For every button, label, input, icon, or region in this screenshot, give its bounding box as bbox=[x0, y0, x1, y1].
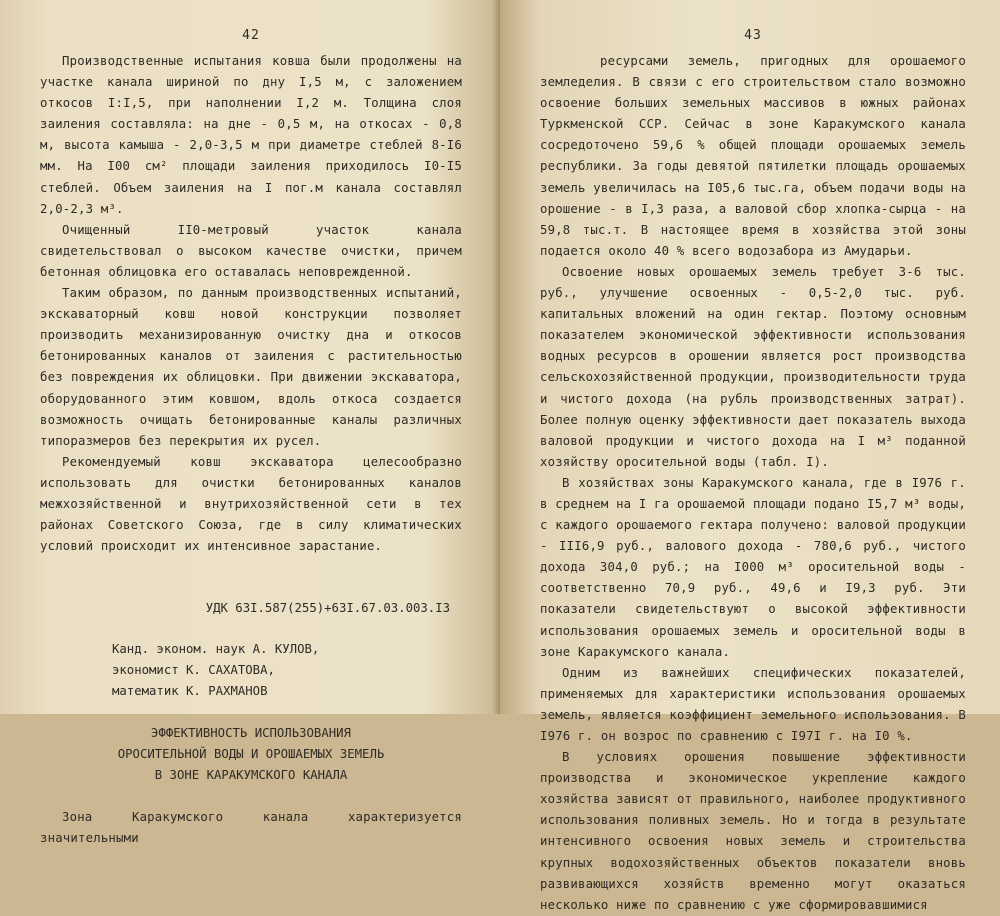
page-number-right: 43 bbox=[744, 28, 762, 43]
paragraph: Таким образом, по данным производственных испытаний, экскаваторный ковш новой конструкции позволяет производить механизированную очистку дна и откосов бетонированных каналов от заиления с растительностью без повреждения их облицовки. При движении экскаватора, оборудованного этим ковшом, вдоль откоса создается возможность очищать бетонированные каналы различных типоразмеров без перекрытия их русел. bbox=[40, 286, 462, 448]
paragraph: Очищенный II0-метровый участок канала свидетельствовал о высоком качестве очистки, причем бетонная облицовка его оставалась неповрежденной. bbox=[40, 222, 462, 279]
left-page bbox=[0, 0, 500, 846]
article-title bbox=[40, 723, 462, 786]
authors bbox=[40, 639, 462, 702]
author-line: экономист К. САХАТОВА, bbox=[112, 663, 275, 678]
paragraph: Производственные испытания ковша были продолжены на участке канала шириной по дну I,5 м, с заложением откосов I:I,5, при наполнении I,2 м. Толщина слоя заиления составляла: на дне - 0,5 м, на откосах - 0,8 м, высота камыша - 2,0-3,5 м при диаметре стеблей 8-I6 мм. На I00 см² площади заиления приходилось I0-I5 стеблей. Объем заиления на I пог.м канала составлял 2,0-2,3 м³. bbox=[40, 54, 462, 216]
paragraph: В хозяйствах зоны Каракумского канала, где в I976 г. в среднем на I га орошаемой площади подано I5,7 м³ воды, с каждого орошаемого гектара получено: валовой продукции - III6,9 руб., валового дохода - 780,6 руб., чистого дохода 304,0 руб.; на I000 м³ оросительной воды - соответственно 70,9 руб., 49,6 и I9,3 руб. Эти показатели свидетельствуют о высокой эффективности использования орошаемых земель и оросительной воды в зоне Каракумского канала. bbox=[540, 475, 966, 659]
paragraph: Зона Каракумского канала характеризуется значительными bbox=[40, 810, 462, 846]
udk-code: УДК 63I.587(255)+63I.67.03.003.I3 bbox=[205, 601, 450, 616]
right-page bbox=[500, 0, 1000, 912]
title-line: В ЗОНЕ КАРАКУМСКОГО КАНАЛА bbox=[154, 768, 348, 783]
page-number-left: 42 bbox=[242, 28, 260, 43]
author-line: Канд. эконом. наук А. КУЛОВ, bbox=[112, 642, 320, 657]
paragraph: Освоение новых орошаемых земель требует 3-6 тыс. руб., улучшение освоенных - 0,5-2,0 тыс. руб. капитальных вложений на один гектар. Поэтому основным показателем экономической эффективности использования водных ресурсов в орошении является рост производства сельскохозяйственной продукции, производительности труда и чистого дохода (на рубль производственных затрат). Более полную оценку эффективности дает показатель выхода валовой продукции и чистого дохода на I м³ поданной хозяйству оросительной воды (табл. I). bbox=[540, 264, 966, 469]
paragraph: В условиях орошения повышение эффективности производства и экономическое укрепление каждого хозяйства зависят от правильного, наиболее продуктивного использования поливных земель. Но и тогда в результате интенсивного освоения новых земель и строительства крупных водохозяйственных объектов показатели вновь развивающихся хозяйств временно могут оказаться несколько ниже по сравнению с уже сформировавшимися bbox=[540, 750, 966, 912]
paragraph: Одним из важнейших специфических показателей, применяемых для характеристики использования орошаемых земель, является коэффициент земельного использования. В I976 г. он возрос по сравнению с I97I г. на I0 %. bbox=[540, 665, 966, 743]
paragraph: Рекомендуемый ковш экскаватора целесообразно использовать для очистки бетонированных каналов межхозяйственной и внутрихозяйственной сети в тех районах Советского Союза, где в силу климатических условий происходит их интенсивное зарастание. bbox=[40, 454, 462, 554]
paragraph: ресурсами земель, пригодных для орошаемого земледелия. В связи с его строительством стало возможно освоение больших земельных массивов в южных районах Туркменской ССР. Сейчас в зоне Каракумского канала сосредоточено 59,6 % общей площади орошаемых земель республики. За годы девятой пятилетки площадь орошаемых земель увеличилась на I05,6 тыс.га, объем подачи воды на орошение - в I,3 раза, а валовой сбор хлопка-сырца - на 59,8 тыс.т. В настоящее время в хозяйства этой зоны подается около 40 % всего водозабора из Амударьи. bbox=[540, 54, 966, 258]
title-line: ОРОСИТЕЛЬНОЙ ВОДЫ И ОРОШАЕМЫХ ЗЕМЕЛЬ bbox=[117, 747, 385, 762]
title-line: ЭФФЕКТИВНОСТЬ ИСПОЛЬЗОВАНИЯ bbox=[151, 726, 351, 741]
author-line: математик К. РАХМАНОВ bbox=[112, 684, 268, 699]
